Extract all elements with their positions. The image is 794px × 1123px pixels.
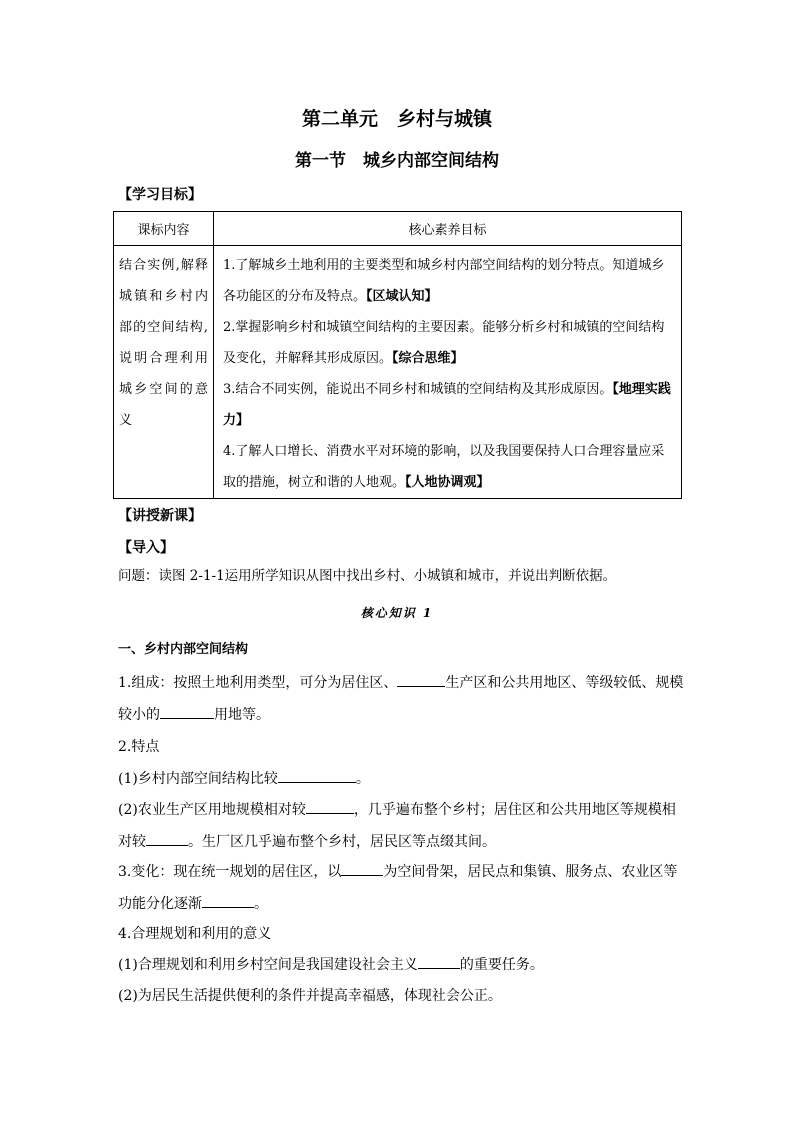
goal-tag: 【地理实践力】 bbox=[223, 382, 671, 428]
table-header-goals: 核心素养目标 bbox=[214, 212, 682, 246]
fill-blank[interactable] bbox=[341, 861, 383, 876]
paragraph-change: 3.变化：现在统一规划的居住区，以 为空间骨架，居民点和集镇、服务点、农业区等功能分化逐渐 。 bbox=[118, 856, 688, 920]
core-knowledge-label: 核心知识 1 bbox=[360, 606, 434, 620]
goals-cell bbox=[214, 246, 682, 499]
goal-tag: 【人地协调观】 bbox=[405, 475, 490, 490]
fill-blank[interactable] bbox=[146, 831, 188, 846]
paragraph-significance-heading: 4.合理规划和利用的意义 bbox=[118, 926, 272, 942]
goal-item bbox=[223, 250, 673, 312]
goal-text: 3.结合不同实例，能说出不同乡村和城镇的空间结构及其形成原因。 bbox=[223, 382, 613, 397]
table-header-row bbox=[114, 212, 682, 246]
fill-blank[interactable] bbox=[278, 768, 356, 783]
table-row bbox=[114, 246, 682, 499]
goal-item bbox=[223, 374, 673, 436]
paragraph-features-heading: 2.特点 bbox=[118, 739, 160, 755]
paragraph-significance-1: (1)合理规划和利用乡村空间是我国建设社会主义 的重要任务。 bbox=[118, 952, 688, 978]
goal-item bbox=[223, 312, 673, 374]
paragraph-feature-2: (2)农业生产区用地规模相对较 ，几乎遍布整个乡村；居住区和公共用地区等规模相对较 。生厂区几乎遍布整个乡村，居民区等点缀其间。 bbox=[118, 794, 688, 858]
fill-blank[interactable] bbox=[306, 799, 354, 814]
paragraph-feature-1: (1)乡村内部空间结构比较 。 bbox=[118, 766, 688, 792]
fill-blank[interactable] bbox=[202, 893, 254, 908]
fill-blank[interactable] bbox=[418, 954, 460, 969]
intro-question: 问题：读图 2-1-1运用所学知识从图中找出乡村、小城镇和城市，并说出判断依据。 bbox=[118, 568, 617, 584]
table-header-standard: 课标内容 bbox=[114, 212, 214, 246]
fill-blank[interactable] bbox=[397, 672, 445, 687]
goal-text: 1.了解城乡土地利用的主要类型和城乡村内部空间结构的划分特点。知道城乡各功能区的分布及特点。 bbox=[223, 258, 665, 304]
goal-text: 2.掌握影响乡村和城镇空间结构的主要因素。能够分析乡村和城镇的空间结构及变化，并解释其形成原因。 bbox=[223, 320, 665, 366]
goal-tag: 【综合思维】 bbox=[392, 351, 464, 366]
goal-text: 4.了解人口增长、消费水平对环境的影响，以及我国要保持人口合理容量应采取的措施，树立和谐的人地观。 bbox=[223, 444, 665, 490]
goal-tag: 【区域认知】 bbox=[366, 289, 438, 304]
unit-title: 第二单元 乡村与城镇 bbox=[301, 108, 492, 130]
fill-blank[interactable] bbox=[160, 704, 214, 719]
goal-item bbox=[223, 436, 673, 498]
paragraph-significance-2: (2)为居民生活提供便利的条件并提高幸福感，体现社会公正。 bbox=[118, 988, 502, 1004]
lecture-heading: 【讲授新课】 bbox=[118, 508, 202, 524]
intro-heading: 【导入】 bbox=[118, 540, 174, 556]
section1-title: 一、乡村内部空间结构 bbox=[118, 642, 249, 657]
goals-heading: 【学习目标】 bbox=[118, 187, 202, 203]
paragraph-composition: 1.组成：按照土地利用类型，可分为居住区、 生产区和公共用地区、等级较低、规模较小的 用地等。 bbox=[118, 667, 688, 731]
standard-cell: 结合实例,解释城镇和乡村内部的空间结构,说明合理利用城乡空间的意义 bbox=[114, 246, 214, 499]
learning-goals-table bbox=[113, 211, 682, 499]
section-title: 第一节 城乡内部空间结构 bbox=[295, 151, 499, 171]
